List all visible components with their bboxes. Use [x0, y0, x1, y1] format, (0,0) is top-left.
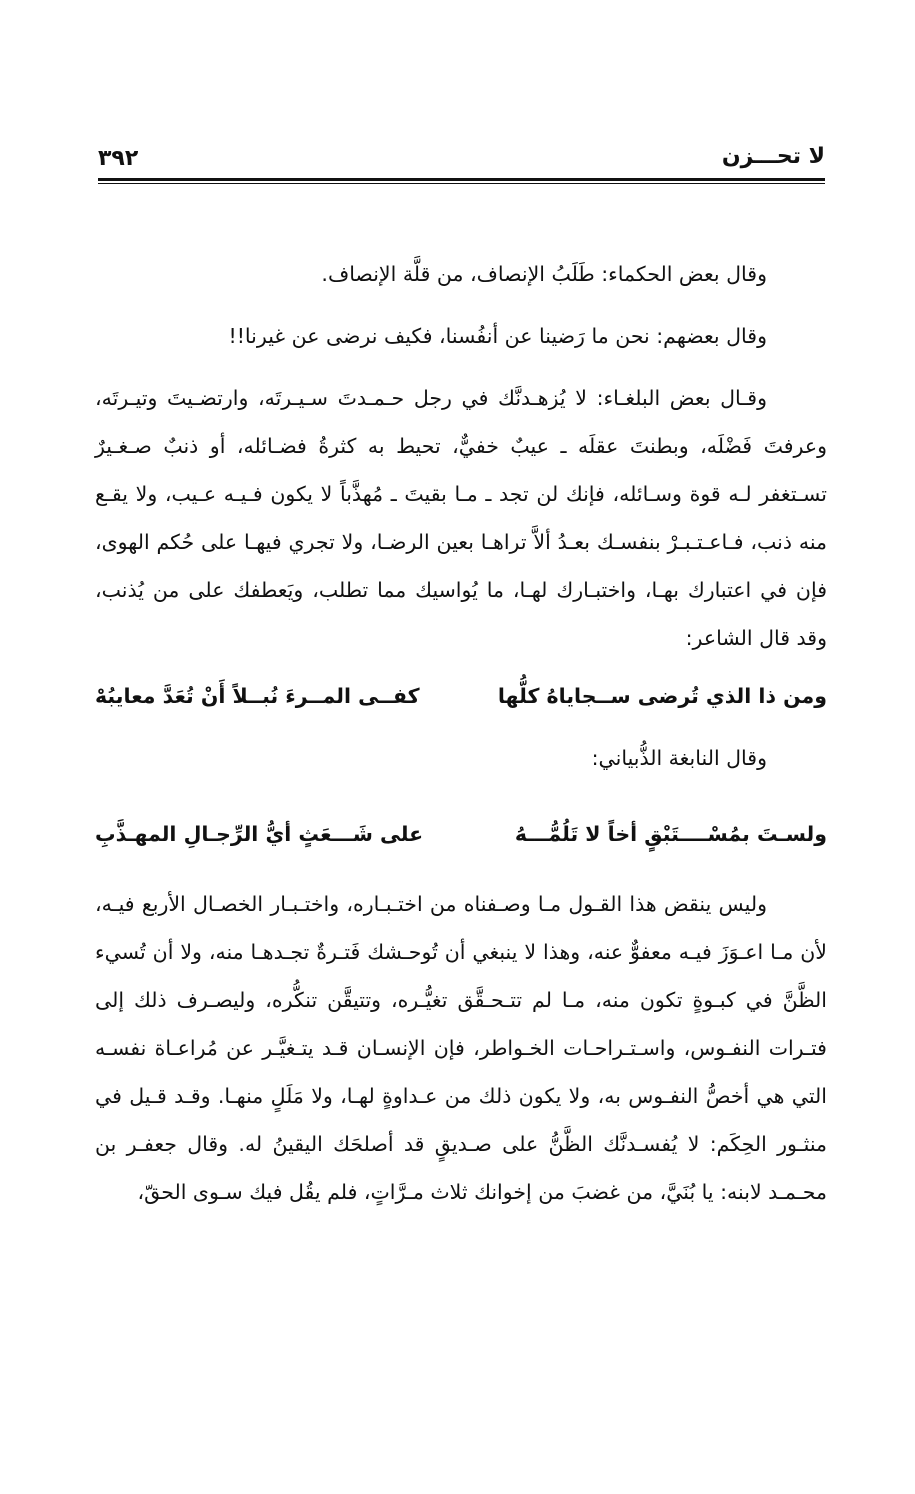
paragraph-2: وقال بعضهم: نحن ما رَضينا عن أنفُسنا، فكيف نرضى عن غيرنا!!: [228, 324, 767, 348]
paragraph-5: وليس ينقض هذا القـول مـا وصـفناه من اختـبـاره، واختـبـار الخصـال الأربع فيـه، لأن مـا اعـوَزَ فيـه معفوٌّ عنه، وهذا لا ينبغي أن تُوحـشك فَتـرةٌ تجـدهـا منه، ولا أن تُسيء الظَّنَّ في كبـوةٍ تكون منه، مـا لم تتـحـقَّق تغيُّـره، وتتيقَّن تنكُّره، وليصـرف ذلك إلى فتـرات النفـوس، واسـتـراحـات الخـواطر، فإن الإنسـان قـد يتـغيَّـر عن مُراعـاة نفسـه التي هي أخصُّ النفـوس به، ولا يكون ذلك من عـداوةٍ لهـا، ولا مَلَلٍ منهـا. وقـد قـيل في منثـور الحِكَم: لا يُفسـدنَّك الظَّنُّ على صـديقٍ قد أصلحَك اليقينُ له. وقال جعفـر بن محـمـد لابنه: يا بُنَيَّ، من غضبَ من إخوانك ثلاث مـرَّاتٍ، فلم يقُل فيك سـوى الحقّ،: [95, 892, 827, 1204]
verse-2-first-hemistich: ولسـتَ بمُسْــــتَبْقٍ أخاً لا تَلُمُّـــهُ: [514, 822, 827, 846]
verse-1: [95, 672, 827, 720]
verse-1-second-hemistich: كفــى المــرءَ نُبــلاً أَنْ تُعَدَّ معايبُهْ: [95, 684, 420, 708]
paragraph-4: وقال النابغة الذُّبياني:: [591, 746, 767, 770]
page-body: [95, 250, 827, 1216]
header-rule-thin: [98, 183, 825, 184]
book-title: لا تحـــزن: [721, 144, 825, 169]
paragraph-1: وقال بعض الحكماء: طَلَبُ الإنصاف، من قلَّة الإنصاف.: [321, 262, 767, 286]
page-header: [98, 142, 825, 180]
verse-1-first-hemistich: ومن ذا الذي تُرضى ســجاياهُ كلُّها: [497, 684, 827, 708]
header-rule-thick: [98, 178, 825, 181]
verse-2-second-hemistich: على شَـــعَثٍ أيُّ الرِّجـالِ المهـذَّبِ: [95, 822, 424, 846]
paragraph-3: وقـال بعض البلغـاء: لا يُزهـدنَّك في رجل حـمـدتَ سـيـرتَه، وارتضـيتَ وتيـرتَه، وعرفتَ فَضْلَه، وبطنتَ عقلَه ـ عيبٌ خفيٌّ، تحيط به كثرةُ فضـائله، أو ذنبٌ صـغـيرٌ تسـتغفر لـه قوة وسـائله، فإنك لن تجد ـ مـا بقيتَ ـ مُهذَّباً لا يكون فـيـه عـيب، ولا يقـع منه ذنب، فـاعـتـبـرْ بنفسـك بعـدُ ألاَّ تراهـا بعين الرضـا، ولا تجري فيهـا على حُكم الهوى، فإن في اعتبارك بهـا، واختبـارك لهـا، ما يُواسيك مما تطلب، ويَعطفك على من يُذنب، وقد قال الشاعر:: [95, 386, 827, 650]
page-number: ٣٩٢: [98, 146, 139, 171]
verse-2: [95, 810, 827, 858]
